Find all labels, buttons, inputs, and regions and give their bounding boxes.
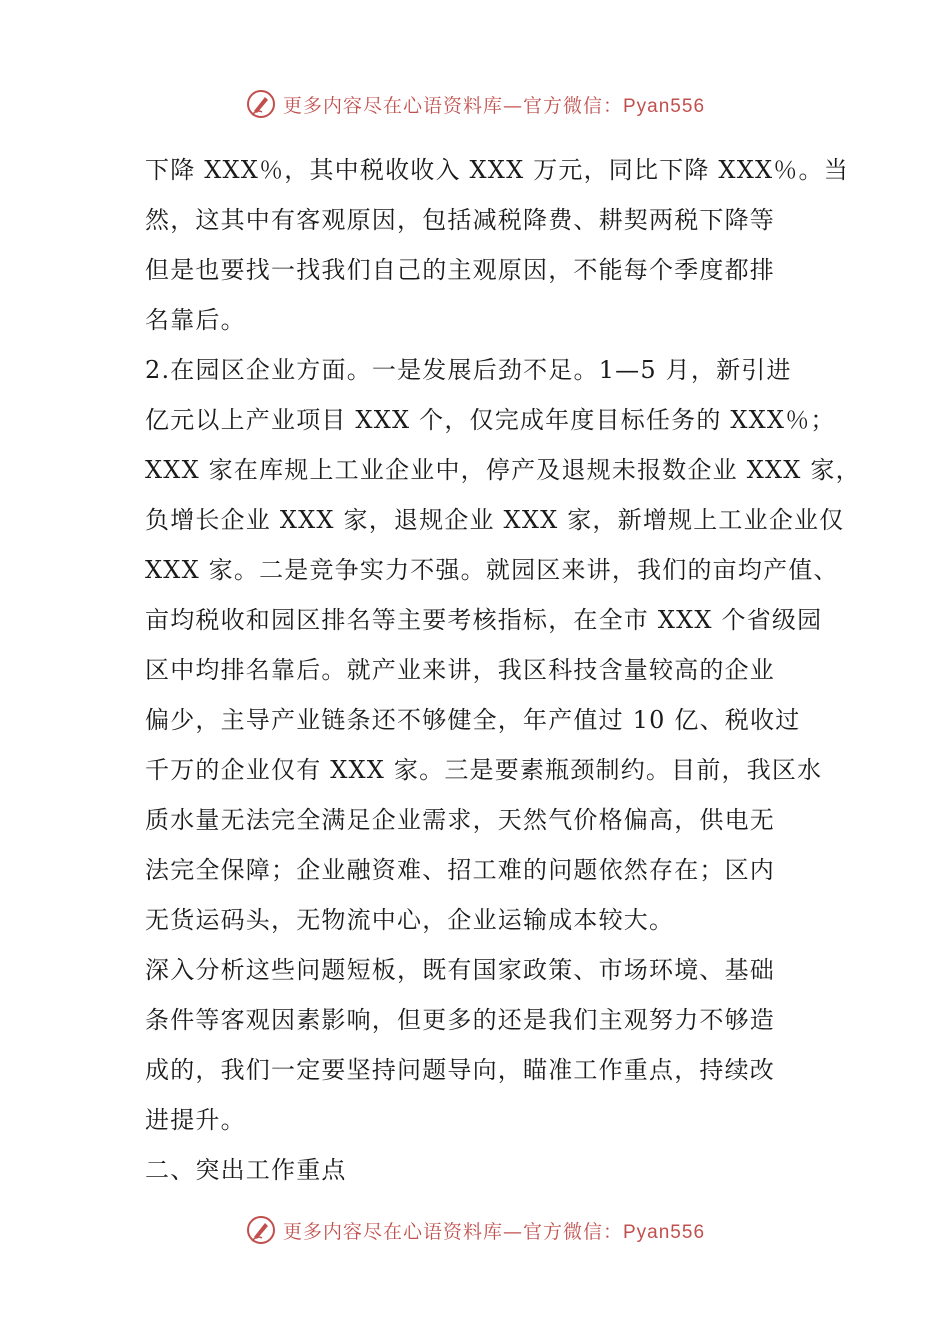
body-line: 深入分析这些问题短板，既有国家政策、市场环境、基础	[145, 956, 775, 984]
body-line: XXX 家。二是竞争实力不强。就园区来讲，我们的亩均产值、	[145, 556, 839, 584]
body-line: 名靠后。	[145, 306, 246, 334]
body-line: 下降 XXX％，其中税收收入 XXX 万元，同比下降 XXX％。当	[145, 156, 849, 184]
body-line: 偏少，主导产业链条还不够健全，年产值过 10 亿、税收过	[145, 706, 801, 734]
document-body	[145, 145, 861, 1195]
body-line: 然，这其中有客观原因，包括减税降费、耕契两税下降等	[145, 206, 775, 234]
body-line: XXX 家在库规上工业企业中，停产及退规未报数企业 XXX 家，	[145, 456, 861, 484]
body-line: 但是也要找一找我们自己的主观原因，不能每个季度都排	[145, 256, 775, 284]
body-line: 成的，我们一定要坚持问题导向，瞄准工作重点，持续改	[145, 1056, 775, 1084]
body-line: 2.在园区企业方面。一是发展后劲不足。1—5 月，新引进	[145, 356, 792, 384]
header-banner-label: 更多内容尽在心语资料库—官方微信：	[282, 94, 623, 117]
body-line: 千万的企业仅有 XXX 家。三是要素瓶颈制约。目前，我区水	[145, 756, 823, 784]
body-line: 区中均排名靠后。就产业来讲，我区科技含量较高的企业	[145, 656, 775, 684]
body-line: 负增长企业 XXX 家，退规企业 XXX 家，新增规上工业企业仅	[145, 506, 845, 534]
body-line: 进提升。	[145, 1106, 246, 1134]
body-line: 无货运码头，无物流中心，企业运输成本较大。	[145, 906, 675, 934]
body-line: 亩均税收和园区排名等主要考核指标，在全市 XXX 个省级园	[145, 606, 823, 634]
pen-logo-icon	[245, 88, 277, 120]
footer-banner	[0, 1210, 950, 1250]
header-wechat-handle: Pyan556	[623, 95, 706, 117]
body-line: 条件等客观因素影响，但更多的还是我们主观努力不够造	[145, 1006, 775, 1034]
footer-banner-label: 更多内容尽在心语资料库—官方微信：	[282, 1220, 623, 1243]
pen-logo-icon	[245, 1214, 277, 1246]
footer-wechat-handle: Pyan556	[623, 1221, 706, 1243]
section-heading: 二、突出工作重点	[145, 1156, 347, 1184]
body-line: 亿元以上产业项目 XXX 个，仅完成年度目标任务的 XXX％；	[145, 406, 836, 434]
header-banner-text	[283, 91, 705, 118]
footer-banner-text	[283, 1217, 705, 1244]
body-line: 质水量无法完全满足企业需求，天然气价格偏高，供电无	[145, 806, 775, 834]
body-line: 法完全保障；企业融资难、招工难的问题依然存在；区内	[145, 856, 775, 884]
header-banner	[0, 84, 950, 124]
